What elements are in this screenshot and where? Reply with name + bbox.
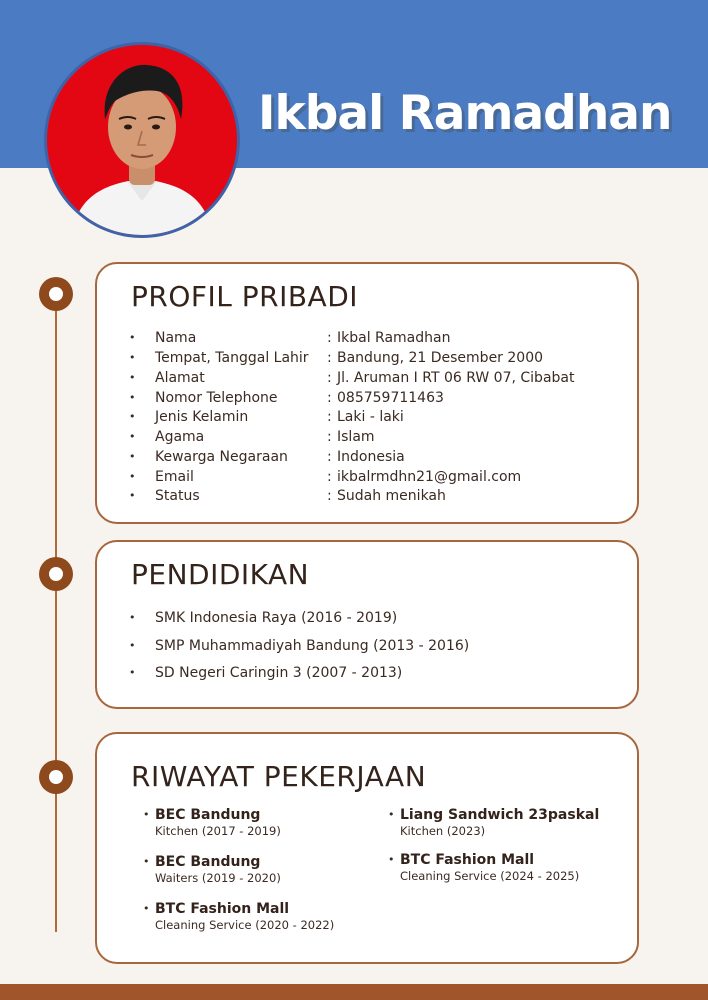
row-label: Kewarga Negaraan (155, 449, 288, 465)
work-item (400, 851, 579, 883)
profile-title: PROFIL PRIBADI (131, 280, 359, 313)
timeline-line (55, 296, 57, 932)
profile-photo (47, 45, 237, 235)
row-separator: : (327, 390, 332, 406)
work-place: • BEC Bandung (155, 854, 261, 870)
row-value: Sudah menikah (337, 488, 446, 504)
education-item-text: SMP Muhammadiyah Bandung (2013 - 2016) (155, 638, 470, 654)
row-value: Laki - laki (337, 409, 404, 425)
education-item (141, 663, 402, 683)
footer-band (0, 984, 708, 1000)
work-place: • Liang Sandwich 23paskal (400, 807, 600, 823)
work-role: Waiters (2019 - 2020) (155, 871, 281, 885)
row-value: Ikbal Ramadhan (337, 330, 451, 346)
education-item-text: SMK Indonesia Raya (2016 - 2019) (155, 610, 398, 626)
row-separator: : (327, 370, 332, 386)
work-role: Kitchen (2023) (400, 824, 486, 838)
education-item-text: SD Negeri Caringin 3 (2007 - 2013) (155, 665, 403, 681)
row-value: Islam (337, 429, 375, 445)
resume-name: Ikbal Ramadhan (258, 86, 672, 141)
row-value: Indonesia (337, 449, 405, 465)
education-title: PENDIDIKAN (131, 558, 310, 591)
row-separator: : (327, 350, 332, 366)
work-item (155, 806, 281, 838)
row-value: Bandung, 21 Desember 2000 (337, 350, 544, 366)
row-value: Jl. Aruman I RT 06 RW 07, Cibabat (337, 370, 575, 386)
work-role: Cleaning Service (2020 - 2022) (155, 918, 335, 932)
row-label: Agama (155, 429, 205, 445)
row-label: Jenis Kelamin (155, 409, 249, 425)
row-label: Status (155, 488, 200, 504)
row-label: Nomor Telephone (155, 390, 278, 406)
work-title: RIWAYAT PEKERJAAN (131, 760, 427, 793)
work-place: • BTC Fashion Mall (400, 852, 535, 868)
timeline-dot-profile (39, 277, 73, 311)
education-card (95, 540, 639, 709)
work-card (95, 732, 639, 964)
row-separator: : (327, 488, 332, 504)
row-label: Nama (155, 330, 197, 346)
profile-photo-frame (44, 42, 240, 238)
work-place: • BTC Fashion Mall (155, 901, 290, 917)
row-value: 085759711463 (337, 390, 444, 406)
work-place: • BEC Bandung (155, 807, 261, 823)
row-label: Email (155, 469, 194, 485)
row-label: Alamat (155, 370, 205, 386)
work-role: Cleaning Service (2024 - 2025) (400, 869, 580, 883)
timeline-dot-work (39, 760, 73, 794)
work-item (155, 900, 334, 932)
timeline-dot-education (39, 557, 73, 591)
person-portrait-icon (47, 45, 237, 235)
work-item (400, 806, 599, 838)
profile-card (95, 262, 639, 524)
row-separator: : (327, 469, 332, 485)
row-separator: : (327, 449, 332, 465)
work-item (155, 853, 281, 885)
row-separator: : (327, 330, 332, 346)
row-value: ikbalrmdhn21@gmail.com (337, 469, 522, 485)
row-label: Tempat, Tanggal Lahir (155, 350, 309, 366)
education-item (141, 608, 397, 628)
education-item (141, 636, 469, 656)
row-separator: : (327, 429, 332, 445)
work-role: Kitchen (2017 - 2019) (155, 824, 281, 838)
row-separator: : (327, 409, 332, 425)
